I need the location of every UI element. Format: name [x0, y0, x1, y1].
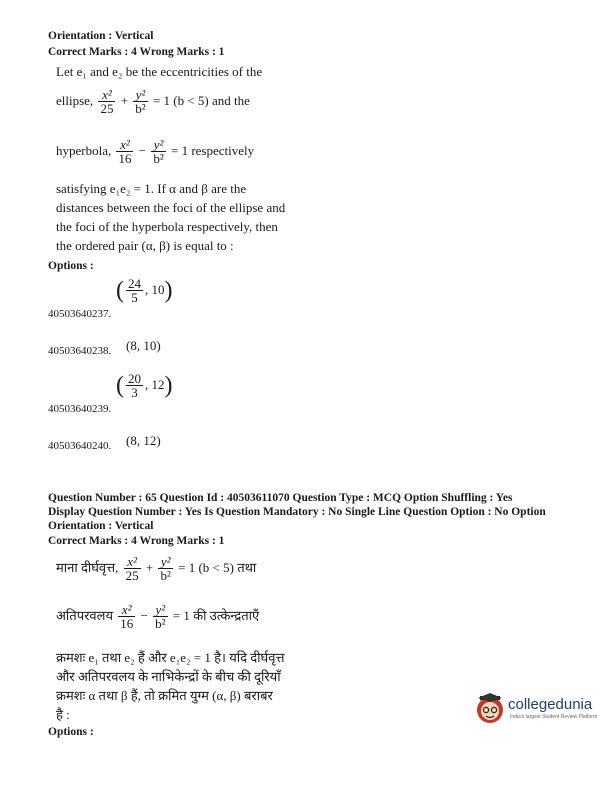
q2-line3: क्रमशः e₁ तथा e₂ हैं और e₁e₂ = 1 है। यदि दीर्घवृत्त [56, 650, 285, 665]
fraction-y2-b2: $\frac{\text{y²}}{\text{b²}}$ [155, 602, 166, 631]
logo-tagline: India's largest Student Review Platform [510, 714, 598, 720]
q2-header-2: Display Question Number : Yes Is Question Mandatory : No Single Line Question Option : No Option [48, 506, 546, 518]
fraction-x2-25: $\frac{\text{x²}}{25}$ [100, 87, 114, 116]
fraction-y2-b2: $\frac{\text{y²}}{\text{b²}}$ [160, 554, 171, 583]
q2-line1-pre: माना दीर्घवृत्त, [56, 559, 119, 575]
plus-sign: + [120, 92, 129, 108]
q1-line6: the foci of the hyperbola respectively, then [56, 219, 278, 234]
q2-line4: और अतिपरवलय के नाभिकेन्द्रों के बीच की दूरियाँ [56, 669, 281, 684]
q1-options-label: Options : [48, 260, 94, 272]
q1-hyperbola-label: hyperbola, [56, 142, 112, 158]
q1-hyperbola-tail: = 1 respectively [170, 142, 255, 158]
q2-options-label: Options : [48, 726, 94, 738]
q1-marks: Correct Marks : 4 Wrong Marks : 1 [48, 46, 225, 58]
fraction-24-5: $\frac{24}{5}$ [128, 276, 141, 305]
option-id: 40503640238. [48, 345, 112, 357]
fraction-y2-b2: $\frac{\text{y²}}{\text{b²}}$ [135, 87, 146, 116]
fraction-20-3: $\frac{20}{3}$ [128, 371, 141, 400]
q1-ellipse-line [56, 88, 250, 116]
mascot-icon [474, 692, 506, 726]
q2-line1 [56, 555, 256, 583]
q2-line5: क्रमशः α तथा β हैं, तो क्रमित युग्म (α, β) बराबर [56, 688, 273, 703]
q1-ellipse-tail: = 1 (b < 5) and the [152, 92, 250, 108]
q2-line2-pre: अतिपरवलय [56, 607, 113, 623]
q2-orientation: Orientation : Vertical [48, 520, 154, 532]
plus-sign: + [145, 559, 154, 575]
option-value: ( $\frac{24}{5}$ , 10) [116, 276, 173, 305]
minus-sign: − [138, 142, 147, 158]
q2-header-1: Question Number : 65 Question Id : 40503611070 Question Type : MCQ Option Shuffling : Yes [48, 492, 513, 504]
option-value: (8, 10) [126, 338, 161, 353]
option-value: (8, 12) [126, 433, 161, 448]
q1-line1: Let e₁ and e₂ be the eccentricities of the [56, 64, 263, 79]
fraction-x2-16: $\frac{\text{x²}}{16}$ [118, 137, 132, 166]
q1-orientation: Orientation : Vertical [48, 30, 154, 42]
q1-line7: the ordered pair (α, β) is equal to : [56, 238, 234, 253]
q1-line4: satisfying e₁e₂ = 1. If α and β are the [56, 181, 247, 196]
minus-sign: − [140, 607, 148, 623]
q1-hyperbola-line [56, 138, 254, 166]
collegedunia-logo [474, 690, 606, 730]
q2-line1-post: = 1 (b < 5) तथा [178, 559, 257, 575]
fraction-x2-16: $\frac{\text{x²}}{16}$ [120, 602, 134, 631]
option-id: 40503640240. [48, 440, 112, 452]
fraction-x2-25: $\frac{\text{x²}}{25}$ [125, 554, 139, 583]
q2-line2 [56, 603, 259, 631]
option-id: 40503640239. [48, 403, 112, 415]
fraction-y2-b2: $\frac{\text{y²}}{\text{b²}}$ [153, 137, 164, 166]
option-value: ( $\frac{20}{3}$ , 12) [116, 371, 173, 400]
q2-line2-post: = 1 की उत्केन्द्रताएँ [172, 607, 260, 623]
q1-ellipse-label: ellipse, [56, 92, 94, 108]
q2-line6: है : [56, 707, 70, 722]
option-id: 40503640237. [48, 308, 112, 320]
q1-line5: distances between the foci of the ellipse and [56, 200, 286, 215]
q2-marks: Correct Marks : 4 Wrong Marks : 1 [48, 535, 225, 547]
logo-name: collegedunia [508, 696, 593, 713]
